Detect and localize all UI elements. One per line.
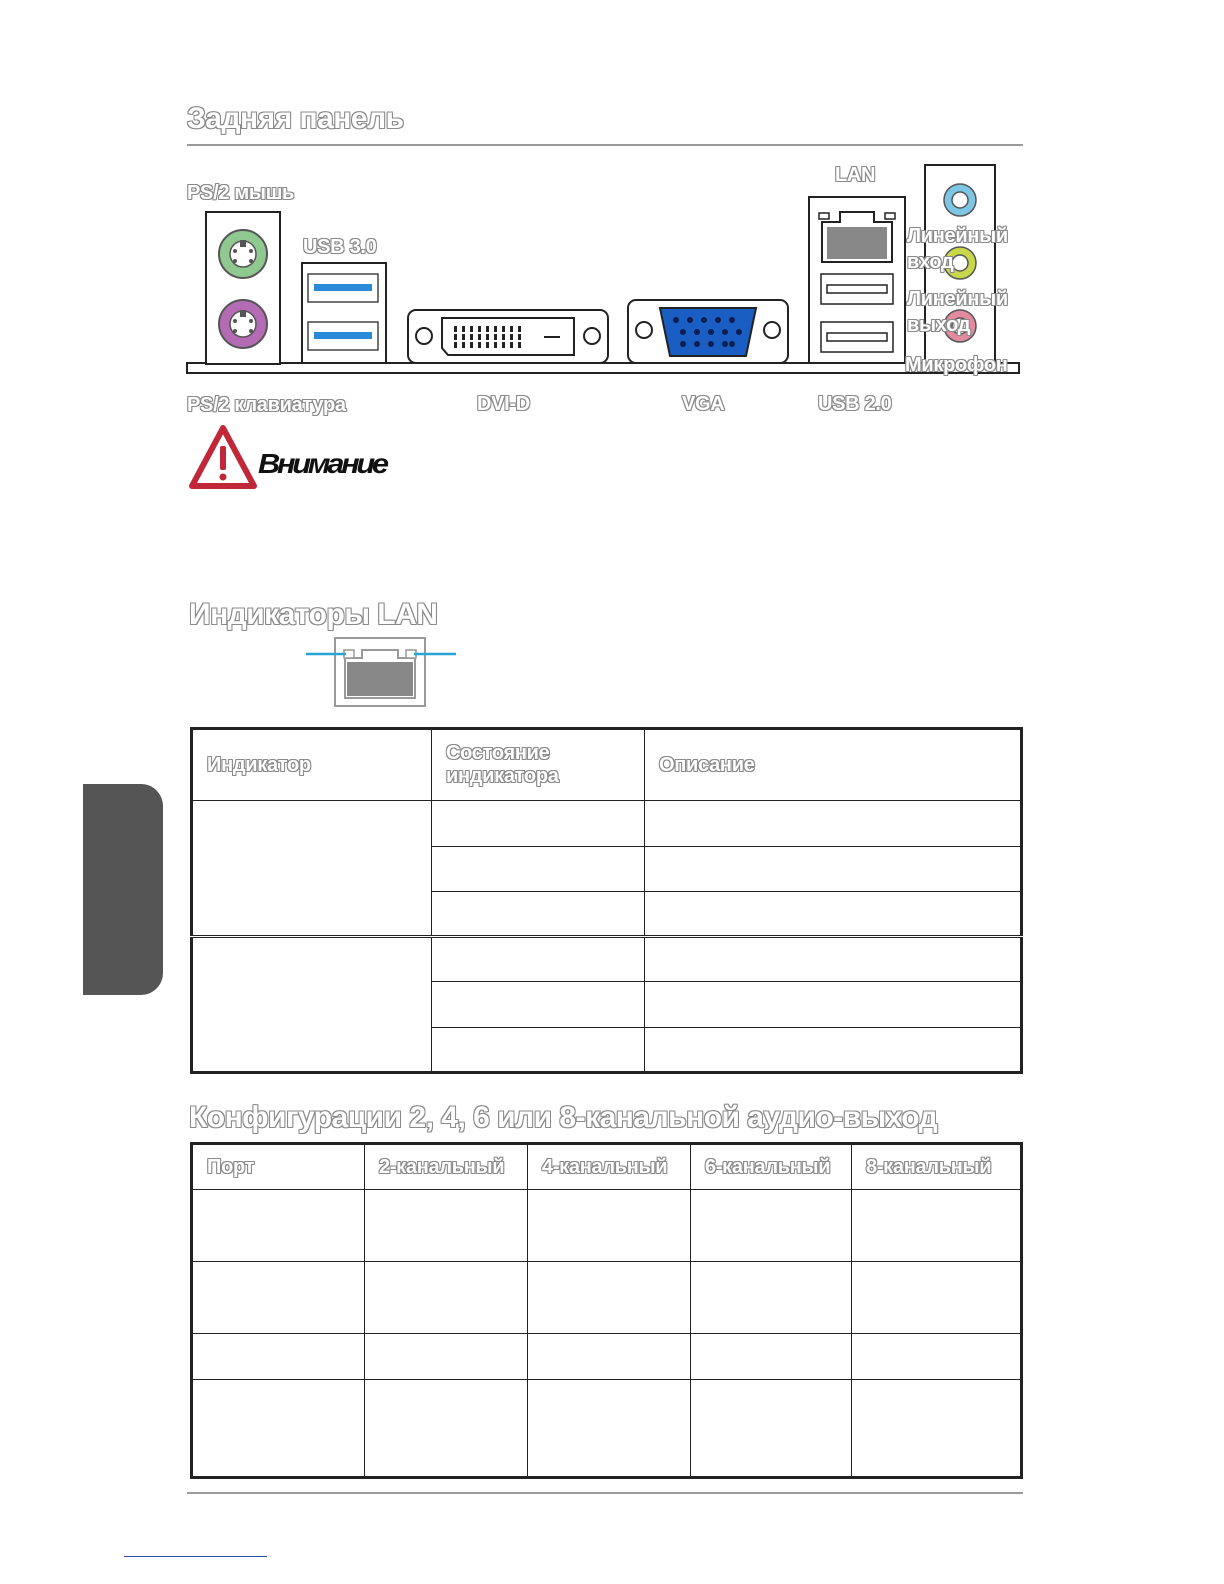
section-title: Задняя панель <box>187 102 404 135</box>
vga-connector-icon <box>628 300 788 363</box>
warning-label: Внимание <box>258 448 386 479</box>
audio-table-header <box>192 1144 1022 1190</box>
led-table <box>190 727 1023 1074</box>
footer-divider <box>187 1492 1023 1494</box>
label-line-in-1: Линейный <box>907 225 1008 247</box>
table-row <box>192 1190 1022 1262</box>
led-group-cell <box>192 937 432 1073</box>
usb20-port-icon <box>827 285 887 293</box>
table-row <box>192 1380 1022 1478</box>
table-row <box>192 1262 1022 1334</box>
label-line-out-1: Линейный <box>907 288 1008 310</box>
label-ps2-mouse: PS/2 мышь <box>187 182 295 204</box>
side-tab <box>83 784 163 995</box>
led-col-description: Описание <box>645 729 1022 801</box>
usb30-block <box>302 263 386 363</box>
table-row <box>192 801 1022 846</box>
usb30-port-icon <box>314 332 372 339</box>
lan-usb20-block <box>809 197 905 363</box>
label-line-out-2: выход <box>907 314 971 336</box>
warning-triangle-icon <box>188 424 258 490</box>
label-mic: Микрофон <box>905 354 1008 376</box>
audio-col-4ch: 4-канальный <box>528 1144 691 1190</box>
table-row <box>192 937 1022 982</box>
footer-link-underline <box>124 1556 267 1557</box>
label-usb30: USB 3.0 <box>303 236 377 258</box>
warning-block <box>188 424 428 490</box>
audio-table <box>190 1142 1023 1479</box>
audio-col-2ch: 2-канальный <box>365 1144 528 1190</box>
lan-section-title: Индикаторы LAN <box>189 598 438 631</box>
audio-section-title: Конфигурации 2, 4, 6 или 8-канальной аудио-выход <box>189 1101 938 1134</box>
label-line-in-2: вход <box>907 251 954 273</box>
label-lan: LAN <box>835 164 876 186</box>
audio-col-6ch: 6-канальный <box>691 1144 852 1190</box>
ps2-block <box>206 212 280 364</box>
label-ps2-keyboard: PS/2 клавиатура <box>187 394 346 416</box>
led-col-state: Состояние индикатора <box>432 729 645 801</box>
led-table-header <box>192 729 1022 801</box>
audio-col-8ch: 8-канальный <box>852 1144 1022 1190</box>
lan-led-diagram <box>304 636 458 708</box>
dvi-connector-icon <box>408 310 608 363</box>
label-vga: VGA <box>682 393 725 415</box>
led-group-cell <box>192 801 432 937</box>
usb30-port-icon <box>314 284 372 291</box>
label-usb20: USB 2.0 <box>818 393 892 415</box>
usb20-port-icon <box>827 333 887 341</box>
led-col-indicator: Индикатор <box>192 729 432 801</box>
panel-baseplate <box>187 363 1019 373</box>
audio-col-port: Порт <box>192 1144 365 1190</box>
title-divider <box>187 144 1023 146</box>
rj45-led-icon <box>304 636 458 708</box>
table-row <box>192 1333 1022 1379</box>
label-dvi: DVI-D <box>477 393 530 415</box>
